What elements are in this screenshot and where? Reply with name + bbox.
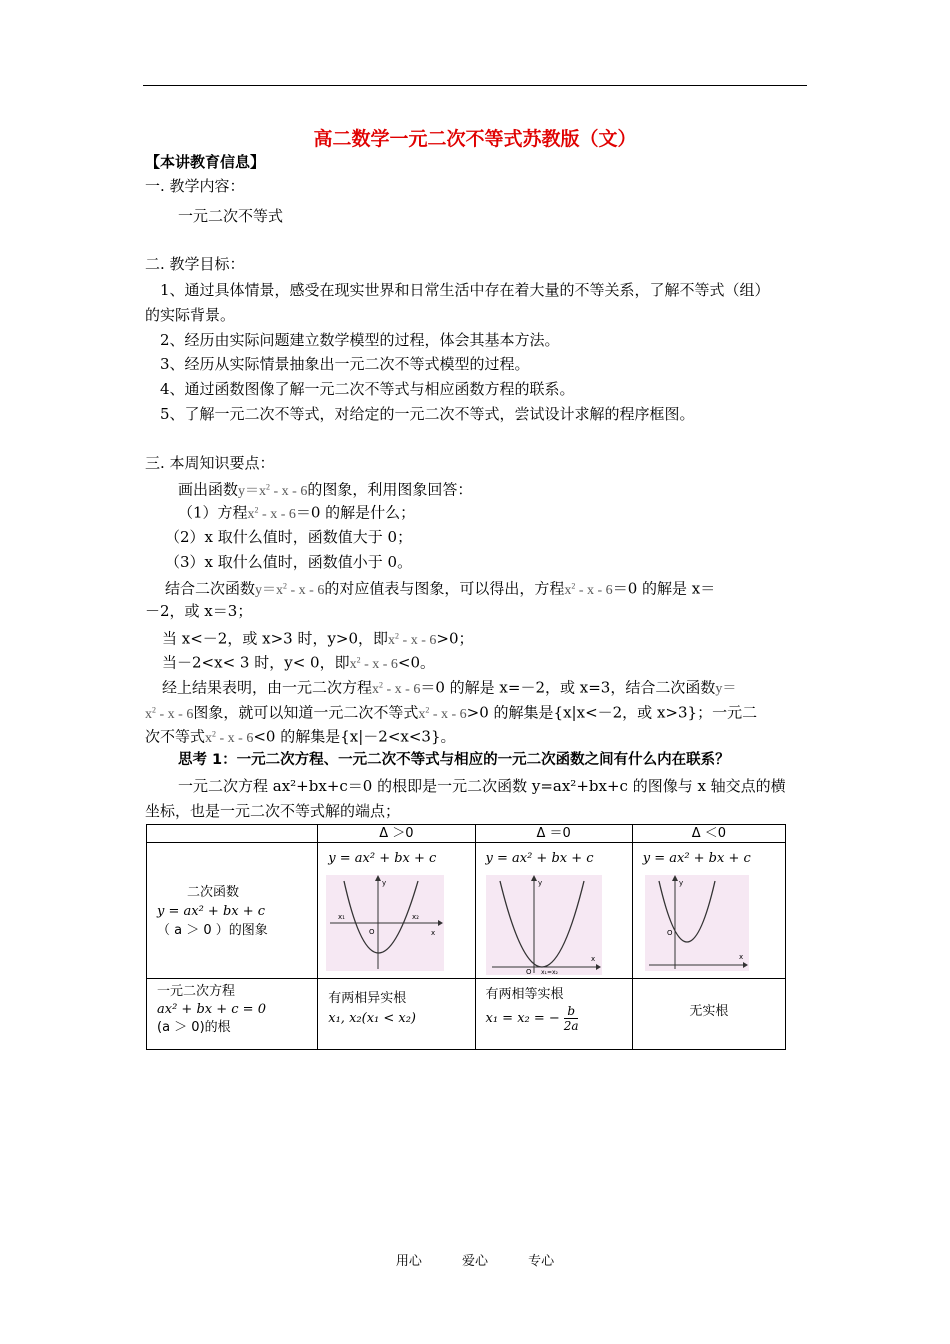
table-corner-cell <box>147 825 318 843</box>
formula-sup: 2 <box>395 631 400 640</box>
think-answer-b: 坐标，也是一元二次不等式解的端点； <box>145 802 401 820</box>
table-header-row <box>147 825 786 843</box>
graph-one-root <box>486 875 602 975</box>
formula <box>372 682 420 697</box>
goal-2: 2、经历由实际问题建立数学模型的过程，体会其基本方法。 <box>160 331 560 349</box>
formula <box>418 707 466 722</box>
header-rule <box>143 85 807 86</box>
formula-x: x <box>388 632 396 648</box>
formula <box>350 657 398 672</box>
formula-sup: 2 <box>212 729 217 738</box>
label-line: y = ax² + bx + c <box>157 904 266 919</box>
para-c5 <box>162 675 736 700</box>
graph-cell-no-root <box>632 843 785 979</box>
p1-text-a: 画出函数 <box>178 480 239 499</box>
para-c1 <box>165 576 715 601</box>
roots-distinct-formula: x₁, x₂(x₁ < x₂) <box>328 1011 417 1026</box>
row-label-function <box>147 843 318 979</box>
graph-no-root <box>645 875 749 971</box>
roots-distinct-text: 有两相异实根 <box>328 991 407 1006</box>
para-p1 <box>178 477 472 502</box>
formula-sup: 2 <box>283 581 288 590</box>
s1-content: 一元二次不等式 <box>178 207 284 225</box>
formula-x: x <box>247 506 255 522</box>
goal-5: 5、了解一元二次不等式，对给定的一元二次不等式，尝试设计求解的程序框图。 <box>160 405 695 423</box>
formula-rest: - x - 6 <box>258 506 296 522</box>
graph-cell-one-root <box>475 843 632 979</box>
formula <box>145 707 193 722</box>
para-c2: －2，或 x＝3； <box>145 602 253 620</box>
roots-cell-distinct <box>318 979 475 1050</box>
fraction <box>564 1004 579 1033</box>
formula-y: y＝ <box>238 483 260 499</box>
page-footer <box>0 1250 950 1269</box>
formula-x: x <box>564 582 572 598</box>
root-label-x1: x₁ <box>338 913 346 921</box>
formula <box>388 633 436 648</box>
c7-text-b: <0 的解集是{x|－2<x<3}。 <box>253 727 456 746</box>
roots-none-text: 无实根 <box>689 1003 729 1019</box>
roots-equal-text: 有两相等实根 <box>485 987 564 1002</box>
page-title: 高二数学一元二次不等式苏教版（文） <box>313 128 637 150</box>
formula <box>238 484 307 499</box>
formula-rest: - x - 6 <box>156 706 194 722</box>
think-title: 思考 1：一元二次方程、一元二次不等式与相应的一元二次函数之间有什么内在联系？ <box>178 752 730 768</box>
formula-x: x <box>259 483 267 499</box>
root-label-x2: x₂ <box>412 913 420 921</box>
formula-sup: 2 <box>266 482 271 491</box>
origin-label: O <box>369 928 375 936</box>
c5-text-b: ＝0 的解是 x=－2，或 x=3，结合二次函数 <box>420 678 716 697</box>
goal-1a: 1、通过具体情景，感受在现实世界和日常生活中存在着大量的不等关系，了解不等式（组） <box>160 281 770 299</box>
para-c3 <box>162 626 474 651</box>
c6-text-a: 图象，就可以知道一元二次不等式 <box>193 703 419 722</box>
formula-x: x <box>418 706 426 722</box>
formula-rest: - x - 6 <box>429 706 467 722</box>
header-delta-positive: Δ ＞0 <box>318 825 475 843</box>
function-label: y = ax² + bx + c <box>485 851 594 866</box>
para-c7 <box>145 724 456 749</box>
table-row-roots <box>147 979 786 1050</box>
origin-label: O <box>525 968 532 975</box>
label-line: 一元二次方程 <box>157 984 236 999</box>
label-line: （ a ＞ 0 ）的图象 <box>157 923 268 938</box>
x-axis-label: x <box>738 953 743 961</box>
c7-text-a: 次不等式 <box>145 727 206 746</box>
roots-equal-formula <box>486 1004 632 1033</box>
footer-item: 专心 <box>528 1254 555 1269</box>
origin-label: O <box>666 929 673 937</box>
c4-text-a: 当－2<x< 3 时，y< 0，即 <box>162 653 350 672</box>
q1-text-b: ＝0 的解是什么； <box>295 503 416 522</box>
formula <box>248 507 296 522</box>
y-axis-label: y <box>678 879 683 887</box>
label-line: (a ＞ 0)的根 <box>157 1020 231 1035</box>
x-axis-label: x <box>431 929 436 937</box>
header-delta-negative: Δ ＜0 <box>632 825 785 843</box>
formula-rest: - x - 6 <box>575 582 613 598</box>
header-delta-zero: Δ ＝0 <box>475 825 632 843</box>
formula-x: x <box>372 681 380 697</box>
s3-heading: 三. 本周知识要点： <box>145 454 275 472</box>
c3-text-a: 当 x<－2，或 x>3 时，y>0，即 <box>162 629 389 648</box>
c5-text-a: 经上结果表明，由一元二次方程 <box>162 678 373 697</box>
y-axis-label: y <box>382 879 387 887</box>
question-3: （3）x 取什么值时，函数值小于 0。 <box>165 553 413 571</box>
formula-rest: - x - 6 <box>360 656 398 672</box>
p1-text-b: 的图象，利用图象回答： <box>307 480 473 499</box>
c3-text-b: >0； <box>436 629 474 648</box>
c6-text-b: >0 的解集是{x|x<－2，或 x>3}；一元二 <box>466 703 758 722</box>
formula-rest: - x - 6 <box>216 730 254 746</box>
footer-item: 用心 <box>395 1254 422 1269</box>
parabola-one-root-icon <box>486 875 602 975</box>
goal-4: 4、通过函数图像了解一元二次不等式与相应函数方程的联系。 <box>160 380 575 398</box>
formula <box>255 583 324 598</box>
formula-x: x <box>205 730 213 746</box>
formula-y-prefix: y＝ <box>715 681 737 697</box>
goal-3: 3、经历从实际情景抽象出一元二次不等式模型的过程。 <box>160 355 530 373</box>
table-row-graph <box>147 843 786 979</box>
q1-text-a: （1）方程 <box>178 503 248 522</box>
goal-1b: 的实际背景。 <box>145 306 236 324</box>
comparison-table <box>146 824 786 1050</box>
formula <box>564 583 612 598</box>
formula-rest: - x - 6 <box>270 483 308 499</box>
formula-x: x <box>145 706 152 722</box>
formula-rest: - x - 6 <box>383 681 421 697</box>
formula-x: x <box>276 582 284 598</box>
c1-text-a: 结合二次函数 <box>165 579 256 598</box>
formula-sup: 2 <box>379 680 384 689</box>
formula-sup: 2 <box>571 581 576 590</box>
s1-heading: 一. 教学内容： <box>145 177 245 195</box>
formula <box>205 731 253 746</box>
graph-cell-two-roots <box>318 843 475 979</box>
formula-rest: - x - 6 <box>287 582 325 598</box>
think-answer-a: 一元二次方程 ax²+bx+c＝0 的根即是一元二次函数 y=ax²+bx+c 的图像与 x 轴交点的横 <box>178 777 786 795</box>
graph-two-roots <box>326 875 444 971</box>
row-label-function-text <box>147 843 317 940</box>
roots-cell-equal <box>475 979 632 1050</box>
function-label: y = ax² + bx + c <box>328 851 437 866</box>
section-header: 【本讲教育信息】 <box>145 153 266 171</box>
roots-cell-none <box>632 979 785 1050</box>
y-axis-label: y <box>537 879 542 887</box>
question-1 <box>178 500 415 525</box>
function-label: y = ax² + bx + c <box>642 851 751 866</box>
parabola-no-root-icon <box>645 875 749 971</box>
para-c6 <box>145 700 757 725</box>
c1-text-b: 的对应值表与图象，可以得出，方程 <box>324 579 565 598</box>
row-label-equation <box>147 979 318 1050</box>
label-line: 二次函数 <box>187 885 240 900</box>
formula-sup: 2 <box>356 655 361 664</box>
fraction-numerator: b <box>564 1004 578 1019</box>
fraction-denominator: 2a <box>563 1019 579 1033</box>
formula-x: x <box>349 656 357 672</box>
formula-rest: - x - 6 <box>399 632 437 648</box>
question-2: （2）x 取什么值时，函数值大于 0； <box>165 528 413 546</box>
x-axis-label: x <box>590 955 595 963</box>
label-line: ax² + bx + c = 0 <box>157 1002 266 1017</box>
double-root-label: x₁=x₂ <box>540 969 558 975</box>
formula-sup: 2 <box>254 505 259 514</box>
formula-sup: 2 <box>425 705 430 714</box>
c1-text-c: ＝0 的解是 x＝ <box>612 579 716 598</box>
parabola-two-roots-icon <box>326 875 444 971</box>
c4-text-b: <0。 <box>397 653 436 672</box>
footer-item: 爱心 <box>461 1254 488 1269</box>
formula-y: y＝ <box>255 582 277 598</box>
para-c4 <box>162 650 435 675</box>
roots-equal-lhs: x₁ = x₂ = − <box>485 1011 560 1026</box>
formula-sup: 2 <box>152 705 156 714</box>
s2-heading: 二. 教学目标： <box>145 255 245 273</box>
